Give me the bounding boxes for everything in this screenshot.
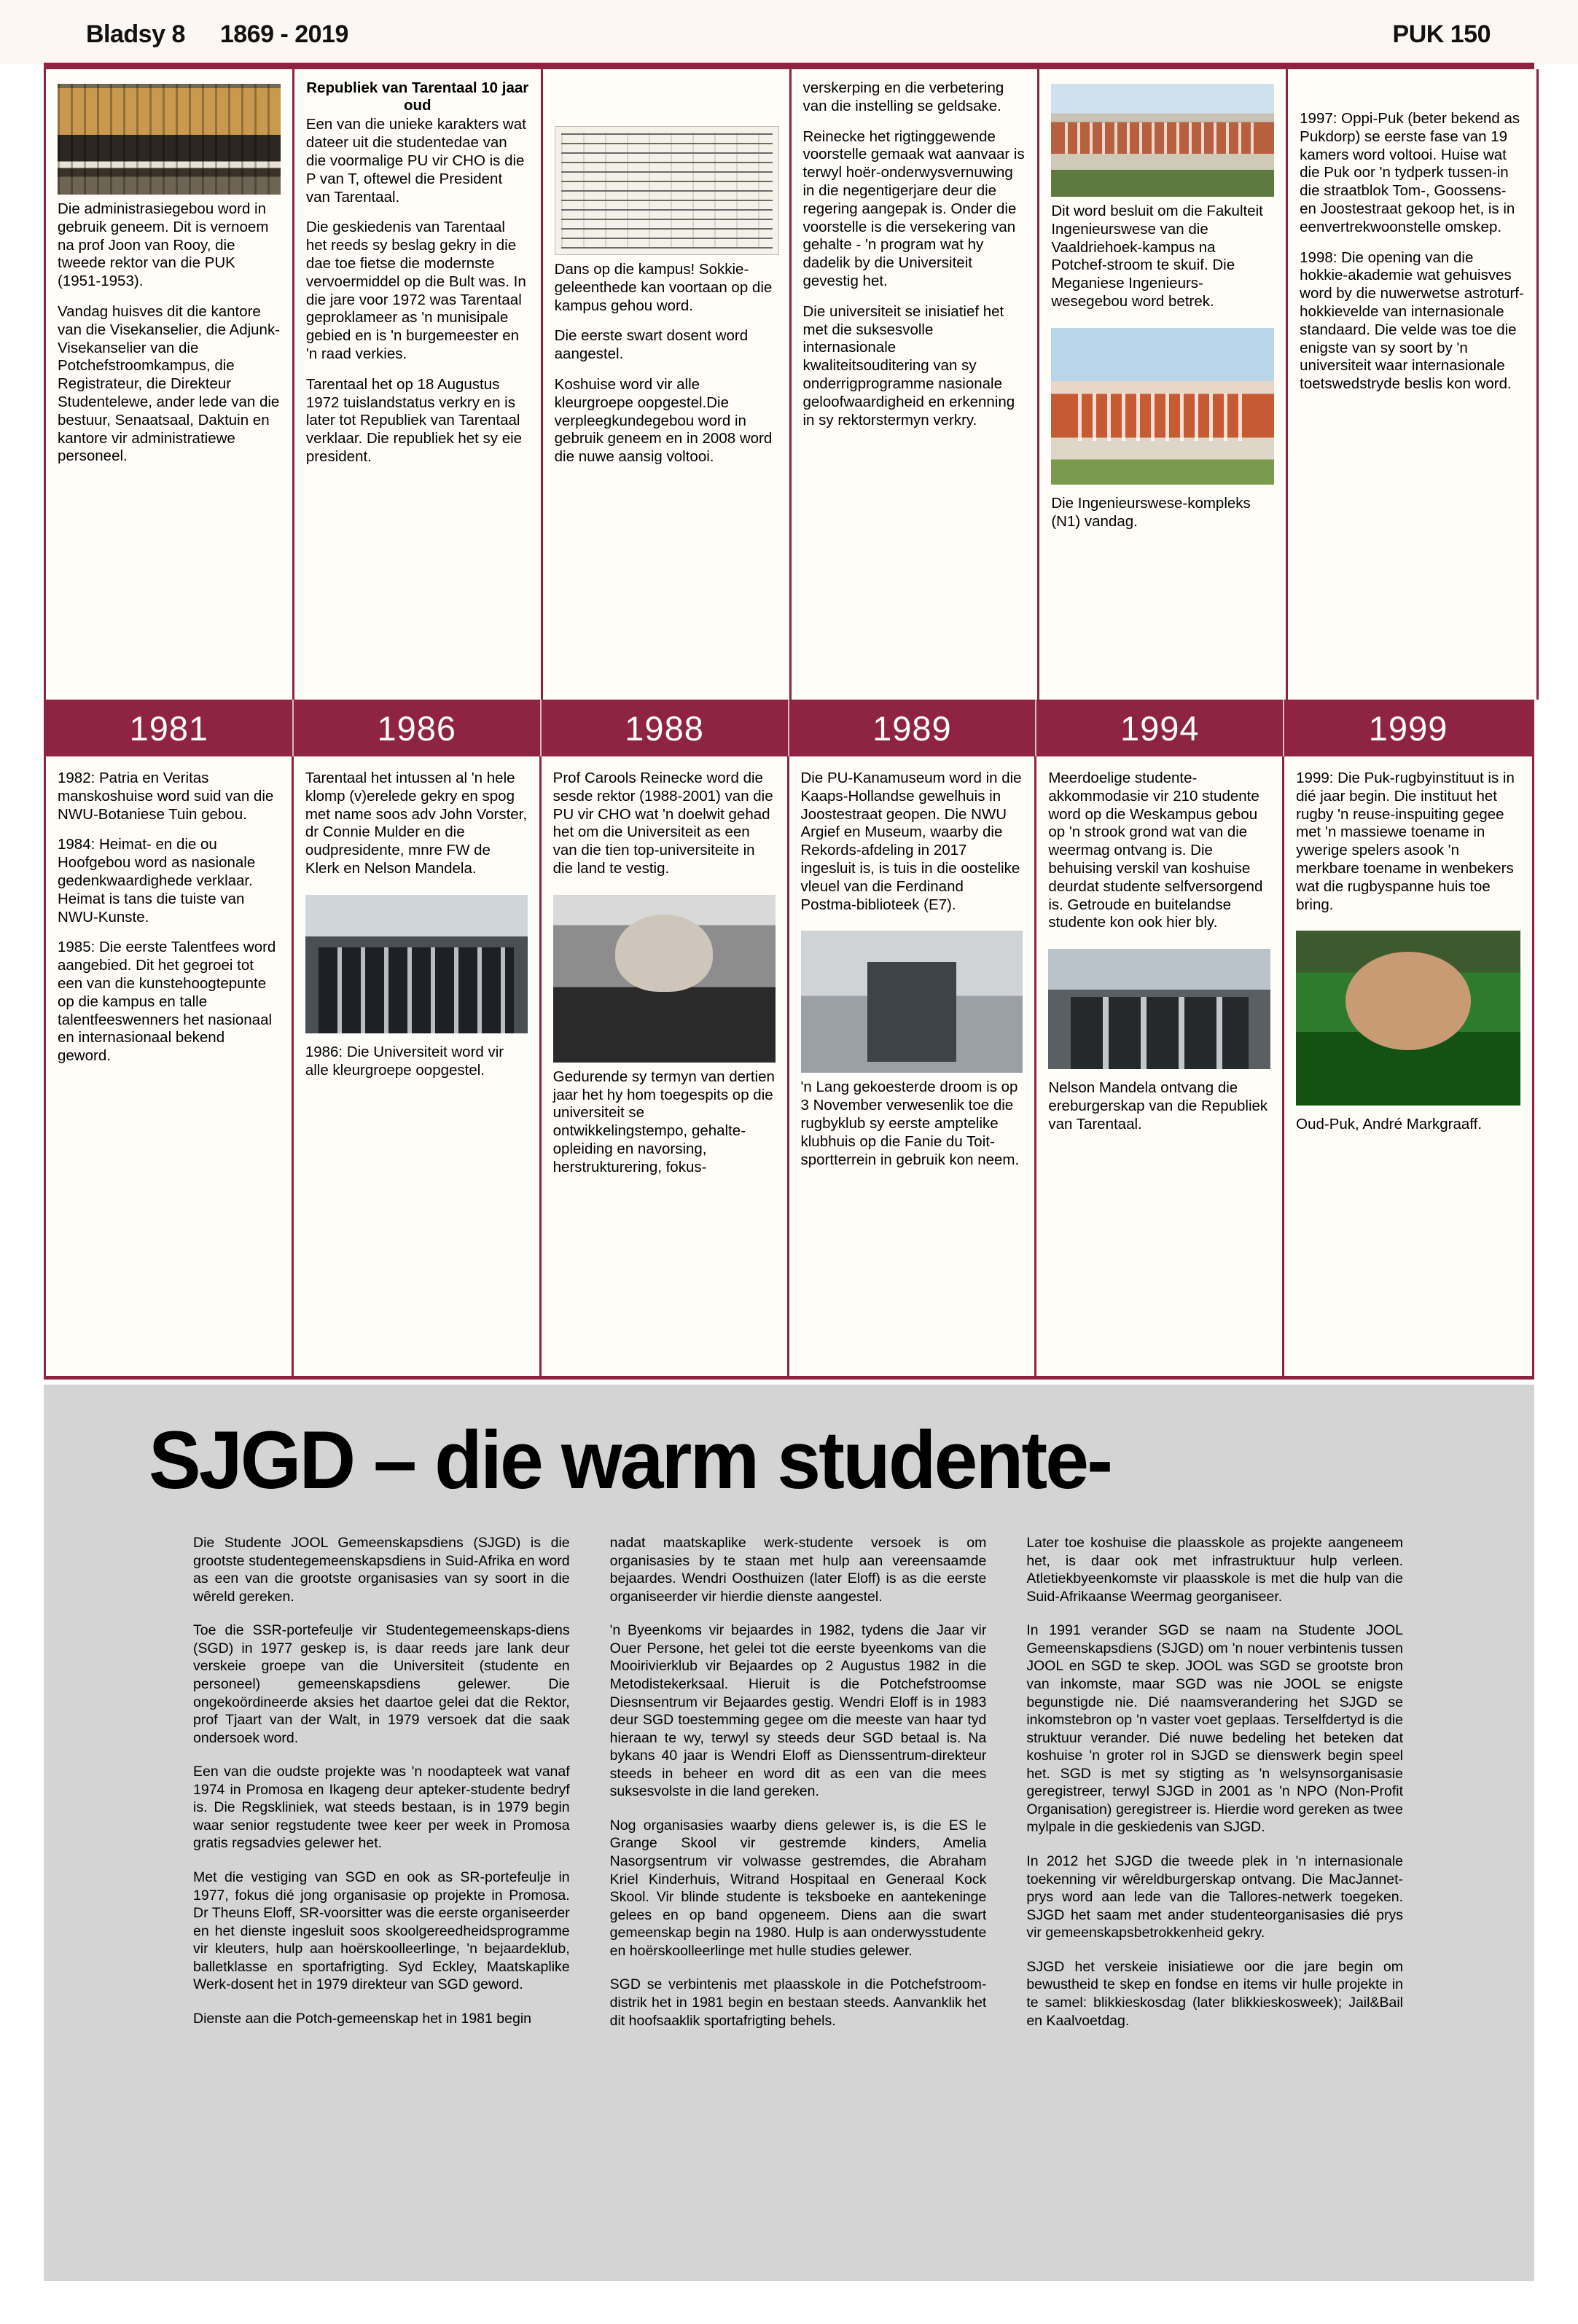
year-label-1989: 1989	[789, 700, 1037, 756]
timeline-paragraph: Vandag huisves dit die kantore van die Visekanselier, die Adjunk-Visekanselier van die Potchefstroomkampus, die Registrateur, die Direkteur Studentelewe, ander lede van die bestuur, Senaatsaal, Daktuin en kantore vir administratiewe personeel.	[58, 302, 281, 465]
feature-paragraph: Een van die oudste projekte was 'n noodapteek wat vanaf 1974 in Promosa en Ikageng deur apteker-studente bedryf is. Die Regskliniek, wat steeds bestaan, is in 1979 begin waar senior regstudente twee keer per week in Promosa gratis regsadvies gelewer het.	[193, 1764, 570, 1852]
feature-body-columns	[193, 1534, 1403, 2046]
timeline-paragraph: Die administrasiegebou word in gebruik geneem. Dit is vernoem na prof Joon van Rooy, die tweede rektor van die PUK (1951-1953).	[58, 200, 269, 290]
timeline-cell-1989-bottom	[789, 756, 1037, 1376]
photo-caption: 1986: Die Universiteit word vir alle kleurgroepe oopgestel.	[305, 1043, 504, 1079]
timeline-paragraph: Koshuise word vir alle kleurgroepe oopgestel.Die verpleegkundegebou word in gebruik geneem en in 2008 word die nuwe aansig voltooi.	[554, 375, 773, 466]
timeline-cell-title: Republiek van Tarentaal 10 jaar oud	[306, 79, 529, 114]
timeline-cell-1988-top	[543, 69, 792, 700]
timeline-paragraph: Gedurende sy termyn van dertien jaar het hy hom toegespits op die universiteit se ontwikkelingstempo, gehalte-opleiding en navorsing, herstrukturering, fokus-	[552, 1068, 775, 1175]
timeline-cell-1994-top	[1039, 69, 1288, 700]
timeline-cell-1989-top	[792, 69, 1040, 700]
timeline-bottom-grid	[44, 756, 1534, 1380]
timeline-cell-1988-bottom	[542, 756, 789, 1376]
timeline-paragraph: 1998: Die opening van die hokkie-akademie wat gehuisves word by die nuwerwetse astroturf-hokkievelde van internasionale standaard. Die velde was toe die enigste van sy soort by 'n universiteit waar internasionale toetswedstryde beslis kon word.	[1300, 249, 1524, 393]
feature-paragraph: In 2012 het SJGD die tweede plek in 'n internasionale toekenning vir wêreldburgerskap ontvang. Die MacJannet-prys word aan lede van die Tallores-netwerk toegeken. SJGD het saam met ander studenteorganisasies dié prys vir gemeenskapsbetrokkenheid gekry.	[1026, 1853, 1403, 1941]
timeline-paragraph: Tarentaal het op 18 Augustus 1972 tuislandstatus verkry en is later tot Republiek van Tarentaal verklaar. Die republiek het sy eie president.	[305, 375, 523, 465]
year-label-1999: 1999	[1368, 708, 1448, 748]
engineering-complex-n1-photo	[1051, 328, 1274, 485]
timeline-top-grid	[44, 69, 1539, 700]
administration-building-photo	[58, 84, 281, 195]
sjgd-feature-section	[44, 1385, 1534, 2281]
timeline-paragraph: 1985: Die eerste Talentfees word aangebied. Dit het gegroei tot een van die kunstehoogtepunte op die kampus en talle talentfeeswenners het nasionaal en internasionaal bekend geword.	[58, 939, 276, 1065]
feature-paragraph: SGD se verbintenis met plaasskole in die Potchefstroom-distrik het in 1981 begin en bestaan steeds. Aanvanklik het dit hoofsaaklik sportafrigting behels.	[609, 1976, 987, 2029]
photo-caption: Oud-Puk, André Markgraaff.	[1296, 1116, 1483, 1133]
timeline-paragraph: Tarentaal het intussen al 'n hele klomp (v)erelede gekry en spog met name soos adv John Vorster, dr Connie Mulder en die oudpresidente, mnre FW de Klerk en Nelson Mandela.	[305, 770, 528, 877]
timeline-paragraph: 1999: Die Puk-rugbyinstituut is in dié jaar begin. Die instituut het rugby 'n reuse-inspuiting gegee met 'n massiewe toename in ywerige spelers asook 'n merkbare toename in wenbekers wat die rugbyspanne huis toe bring.	[1296, 770, 1515, 913]
feature-headline: SJGD – die warm studente-	[149, 1415, 1112, 1506]
mandela-ereburgerskap-photo	[1048, 949, 1270, 1069]
andre-markgraaff-photo	[1296, 931, 1520, 1106]
feature-paragraph: Dienste aan die Potch-gemeenskap het in 1981 begin	[193, 2010, 531, 2027]
timeline-paragraph: 'n Lang gekoesterde droom is op 3 November verwesenlik toe die rugbyklub sy eerste amptelike klubhuis op die Fanie du Toit-sportterrein in gebruik kon neem.	[800, 1079, 1020, 1168]
timeline-paragraph: Reinecke het rigtinggewende voorstelle gemaak wat aanvaar is terwyl hoër-onderwysvernuwing in die negentigerjare deur die regering aangepak is. Onder die voorstelle is die versekering van gehalte - 'n program wat hy dadelik by die Universiteit gevestig het.	[802, 128, 1025, 289]
feature-paragraph: 'n Byeenkoms vir bejaardes in 1982, tydens die Jaar vir Ouer Persone, het gelei tot die eerste byeenkoms van die Mooirivierklub vir Bejaardes op 2 Augustus 1982 in die Metodistekerksaal. Hieruit is die Potchefstroomse Diesnsentrum vir Bejaardes gestig. Wendri Eloff is in 1983 deur SGD toestemming gegee om die meeste van haar tyd hieraan te wy, terwyl sy steeds deur SGD betaal is. Na bykans 40 jaar is Wendri Eloff as Dienssentrum-direkteur steeds in beheer en word dit as een van die mees suksesvolste in die land gereken.	[609, 1622, 987, 1800]
timeline-paragraph: 1982: Patria en Veritas manskoshuise word suid van die NWU-Botaniese Tuin gebou.	[58, 770, 274, 823]
timeline-paragraph: Dit word besluit om die Fakulteit Ingenieurswese van die Vaaldriehoek-kampus na Potchef-stroom te skuif. Die Meganiese Ingenieurs-wesegebou word betrek.	[1051, 203, 1263, 310]
photo-caption: Die Ingenieurswese-kompleks (N1) vandag.	[1051, 494, 1251, 530]
feature-paragraph: nadat maatskaplike werk-studente versoek is om organisasies by te staan met hulp aan vereensaamde bejaardes. Wendri Oosthuizen (later Eloff) is as die eerste organiseerder vir hierdie dienste aangestel.	[609, 1535, 987, 1605]
year-label-1988: 1988	[542, 700, 789, 756]
year-label-1986: 1986	[294, 700, 542, 756]
year-band	[44, 700, 1534, 756]
masthead-rule	[44, 63, 1534, 69]
feature-column-1	[193, 1534, 570, 2046]
timeline-cell-1994-bottom	[1036, 756, 1284, 1376]
page-number-label: Bladsy 8	[86, 20, 185, 48]
feature-paragraph: Toe die SSR-portefeulje vir Studentegemeenskaps-diens (SGD) in 1977 geskep is, is daar reeds jare lank deur verskeie groepe van die Universiteit (studente en personeel) gemeenskapsdiens gelewer. Die ongekoördineerde aksies het daartoe gelei dat die Rektor, prof Tjaart van der Walt, in 1979 versoek dat die saak ondersoek word.	[193, 1622, 570, 1746]
timeline-paragraph: Die geskiedenis van Tarentaal het reeds sy beslag gekry in die dae toe fietse die modernste vervoermiddel op die Bult was. In die jare voor 1972 was Tarentaal geproklameer as 'n munisipale gebied en is 'n burgemeester en 'n raad verkies.	[305, 219, 526, 362]
timeline-paragraph: 1997: Oppi-Puk (beter bekend as Pukdorp) se eerste fase van 19 kamers word voltooi. Huise wat die Puk oor 'n tydperk tussen-in die straatblok Tom-, Goossens- en Joostestraat gekoop het, is in eenvertrekwoonstelle omskep.	[1300, 110, 1520, 235]
timeline-paragraph: 1984: Heimat- en die ou Hoofgebou word as nasionale gedenkwaardighede verklaar. Heimat is tans die tuiste van NWU-Kunste.	[58, 836, 256, 926]
timeline-cell-1986-top	[294, 69, 543, 700]
feature-paragraph: Nog organisasies waarby diens gelewer is, is die ES le Grange Skool vir gestremde kinders, Amelia Nasorgsentrum vir volwasse gestremdes, die Abraham Kriel Kinderhuis, Witrand Hospitaal en Generaal Kock Skool. Vir blinde studente is teksboeke en aantekeninge gelees en op band opgeneem. Diens aan die swart gemeenskap begin na 1980. Hulp is aan onderwysstudente en hoërskoolleerlinge met hulle studies gelewer.	[609, 1817, 987, 1959]
masthead-left	[86, 20, 348, 49]
rugby-clubhouse-entrance-photo	[801, 931, 1023, 1073]
timeline-paragraph: Prof Carools Reinecke word die sesde rektor (1988-2001) van die PU vir CHO wat 'n doelwit gehad het om die Universiteit as een van die tien top-universiteite in die land te vestig.	[552, 770, 773, 877]
timeline-paragraph: Een van die unieke karakters wat dateer uit die studentedae van die voormalige PU vir CHO is die P van T, oftewel die President van Tarentaal.	[305, 116, 526, 206]
year-label-1981: 1981	[46, 700, 294, 756]
timeline-cell-1981-bottom	[46, 756, 294, 1376]
carools-reinecke-portrait	[553, 895, 776, 1063]
feature-paragraph: Later toe koshuise die plaasskole as projekte aangeneem het, is daar ook met infrastruktuur hulp verleen. Atletiekbyeenkomste vir plaasskole is met die hulp van die Suid-Afrikaanse Weermag georganiseer.	[1026, 1535, 1403, 1605]
timeline-paragraph: Die universiteit se inisiatief het met die suksesvolle internasionale kwaliteitsouditering van sy onderrigprogramme nasionale geloofwaardigheid en erkenning in sy rektorstermyn verkry.	[802, 302, 1015, 429]
timeline-paragraph: verskerping en die verbetering van die instelling se geldsake.	[802, 79, 1004, 114]
feature-paragraph: In 1991 verander SGD se naam na Studente JOOL Gemeenskapsdiens (SJGD) om 'n nouer verbintenis tussen JOOL en SGD te skep. JOOL was SGD se grootste bron van inkomste, maar SGD was nie JOOL se enigste begunstigde nie. Dié naamsverandering het SJGD se inkomstebron op 'n vaster voet geplaas. Terselfdertyd is die struktuur verander. Dié nuwe bedeling het beteken dat koshuise 'n groter rol in SJGD se dienswerk begin speel het. SGD is met sy stigting as 'n welsynsorganisasie geregistreer, terwyl SJGD in 2001 as 'n NPO (Non-Profit Organisation) geregistreer is. Hierdie word gereken as twee mylpale in die geskiedenis van SJGD.	[1026, 1622, 1403, 1836]
timeline-cell-1986-bottom	[294, 756, 542, 1376]
timeline-paragraph: Die eerste swart dosent word aangestel.	[554, 327, 749, 363]
feature-paragraph: SJGD het verskeie inisiatiewe oor die jare begin om bewustheid te skep en fondse en items vir hulle projekte in te samel: blikkieskosdag (later blikkieskosweek); Jail&Bail en Kaalvoetdag.	[1026, 1958, 1403, 2029]
timeline-cell-1999-bottom	[1284, 756, 1532, 1376]
publication-label: PUK 150	[1392, 20, 1491, 48]
feature-column-3	[1026, 1534, 1403, 2046]
masthead	[0, 0, 1578, 64]
timeline-cell-1999-top	[1288, 69, 1536, 700]
feature-paragraph: Met die vestiging van SGD en ook as SR-portefeulje in 1977, fokus dié jong organisasie op projekte in Promosa. Dr Theuns Eloff, SR-voorsitter was die eerste organiseerder en het dienste ingesluit soos skoolgereedheidsprogramme vir kleuters, hulp aan hoërskoolleerlinge, 'n bejaardeklub, balletklasse en sportafrigting. Syd Eckley, Maatskaplike Werk-dosent het in 1979 direkteur van SGD geword.	[193, 1869, 570, 1993]
year-label-1994: 1994	[1036, 700, 1284, 756]
campus-cartoon-illustration	[555, 126, 779, 255]
engineering-building-photo	[1051, 84, 1274, 197]
timeline-paragraph: Die PU-Kanamuseum word in die Kaaps-Hollandse gewelhuis in Joostestraat geopen. Die NWU Argief en Museum, waarby die Rekords-afdeling in 2017 ingesluit is, is tuis in die oostelike vleuel van die Ferdinand Postma-biblioteek (E7).	[800, 770, 1022, 913]
feature-paragraph: Die Studente JOOL Gemeenskapsdiens (SJGD) is die grootste studentegemeenskapsdiens in Suid-Afrika en word as een van die grootste organisasies van sy soort in die wêreld gereken.	[193, 1535, 570, 1605]
date-range-label: 1869 - 2019	[219, 20, 348, 48]
photo-caption: Nelson Mandela ontvang die ereburgerskap van die Republiek van Tarentaal.	[1048, 1079, 1268, 1132]
feature-column-2	[610, 1534, 987, 2046]
timeline-cell-1981-top	[46, 69, 294, 700]
timeline-paragraph: Dans op die kampus! Sokkie-geleenthede kan voortaan op die kampus gehou word.	[554, 261, 773, 314]
tarentaal-group-photo	[305, 895, 528, 1033]
timeline-paragraph: Meerdoelige studente-akkommodasie vir 210 studente word op die Weskampus gebou op 'n strook grond wat van die weermag ontvang is. Die behuising verskil van koshuise deurdat studente selfversorgend is. Getroude en buitelandse studente kon ook hier bly.	[1048, 770, 1263, 931]
